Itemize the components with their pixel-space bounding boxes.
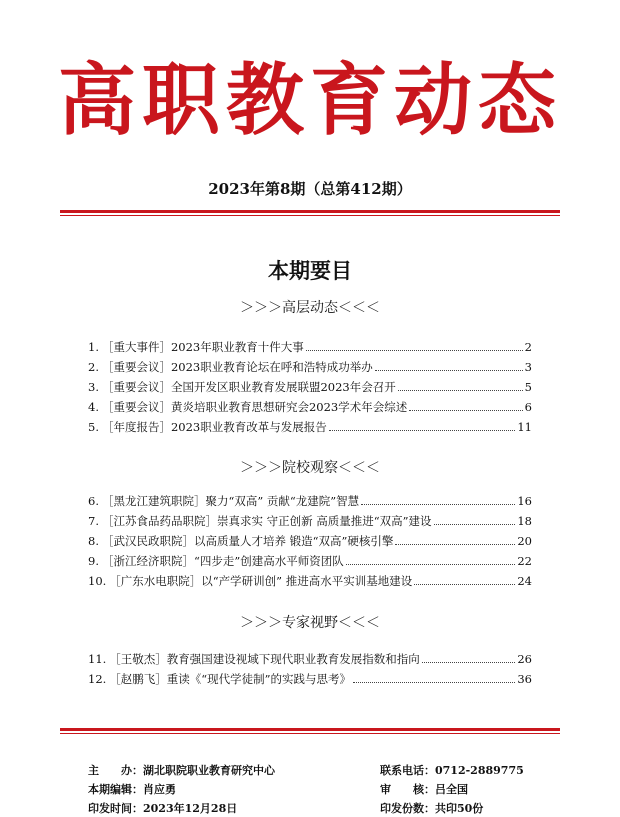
toc-leader-dots: [353, 682, 515, 683]
toc-item-title: ［浙江经济职院］“四步走”创建高水平师资团队: [101, 554, 344, 568]
toc-item[interactable]: [88, 359, 532, 379]
toc-item-number: 12.: [88, 672, 107, 686]
toc-item[interactable]: [88, 573, 532, 593]
toc-list: [88, 339, 532, 439]
toc-item-page: 3: [524, 360, 532, 374]
toc-item-number: 8.: [88, 534, 99, 548]
print-date: 印发时间：2023年12月28日: [88, 801, 238, 815]
toc-item[interactable]: [88, 651, 532, 671]
host-organization: 主 办：湖北职院职业教育研究中心: [88, 763, 275, 777]
masthead-title: 高职教育动态: [58, 56, 563, 146]
toc-item-title: ［重要会议］黄炎培职业教育思想研究会2023学术年会综述: [101, 400, 408, 414]
toc-item-title: ［年度报告］2023职业教育改革与发展报告: [101, 420, 327, 434]
toc-item-number: 5.: [88, 420, 99, 434]
toc-list: [88, 493, 532, 593]
header-rule-thin: [60, 215, 560, 216]
toc-item-number: 9.: [88, 554, 99, 568]
toc-leader-dots: [375, 370, 523, 371]
toc-item-title: ［武汉民政职院］以高质量人才培养 锻造“双高”硬核引擎: [101, 534, 394, 548]
toc-item-title: ［赵鹏飞］重读《“现代学徒制”的实践与思考》: [109, 672, 352, 686]
toc-item[interactable]: [88, 533, 532, 553]
toc-item-number: 1.: [88, 340, 99, 354]
issue-line: 2023年第8期（总第412期）: [208, 180, 412, 198]
header-rule-thick: [60, 210, 560, 213]
toc-item-page: 36: [517, 672, 532, 686]
toc-item-page: 20: [517, 534, 532, 548]
toc-item[interactable]: [88, 339, 532, 359]
toc-item-title: ［重要会议］2023职业教育论坛在呼和浩特成功举办: [101, 360, 373, 374]
toc-item-title: ［重要会议］全国开发区职业教育发展联盟2023年会召开: [101, 380, 396, 394]
toc-item-page: 6: [524, 400, 532, 414]
toc-item-number: 2.: [88, 360, 99, 374]
toc-leader-dots: [422, 662, 516, 663]
toc-item-number: 11.: [88, 652, 107, 666]
toc-item-title: ［广东水电职院］以“产学研训创” 推进高水平实训基地建设: [109, 574, 413, 588]
toc-item-title: ［重大事件］2023年职业教育十件大事: [101, 340, 304, 354]
contact-phone: 联系电话：0712-2889775: [380, 763, 524, 777]
toc-leader-dots: [414, 584, 515, 585]
toc-item-page: 16: [517, 494, 532, 508]
toc-item-page: 26: [517, 652, 532, 666]
toc-item-number: 3.: [88, 380, 99, 394]
toc-item[interactable]: [88, 513, 532, 533]
colophon: [88, 760, 548, 817]
issue-editor: 本期编辑：肖应勇: [88, 782, 176, 796]
toc-item-title: ［王敬杰］教育强国建设视域下现代职业教育发展指数和指向: [109, 652, 420, 666]
toc-item-number: 10.: [88, 574, 107, 588]
toc-item-page: 22: [517, 554, 532, 568]
toc-title: 本期要目: [268, 259, 352, 283]
toc-item-page: 2: [524, 340, 532, 354]
toc-leader-dots: [346, 564, 516, 565]
footer-rule-thick: [60, 728, 560, 731]
issue-reviewer: 审 核：吕全国: [380, 782, 468, 796]
toc-item[interactable]: [88, 553, 532, 573]
toc-item[interactable]: [88, 419, 532, 439]
toc-item-number: 7.: [88, 514, 99, 528]
toc-item[interactable]: [88, 379, 532, 399]
toc-item-page: 24: [517, 574, 532, 588]
section-heading: ＞＞＞高层动态＜＜＜: [240, 300, 380, 316]
toc-leader-dots: [409, 410, 522, 411]
toc-item-page: 5: [524, 380, 532, 394]
toc-leader-dots: [306, 350, 523, 351]
toc-leader-dots: [361, 504, 515, 505]
footer-rule-thin: [60, 733, 560, 734]
toc-leader-dots: [329, 430, 516, 431]
toc-item-number: 4.: [88, 400, 99, 414]
toc-item-title: ［黑龙江建筑职院］聚力“双高” 贡献“龙建院”智慧: [101, 494, 360, 508]
print-copies: 印发份数：共印50份: [380, 801, 484, 815]
section-heading: ＞＞＞院校观察＜＜＜: [240, 460, 380, 476]
toc-item[interactable]: [88, 493, 532, 513]
toc-item-page: 18: [517, 514, 532, 528]
toc-list: [88, 651, 532, 691]
toc-leader-dots: [395, 544, 515, 545]
toc-leader-dots: [398, 390, 523, 391]
toc-item[interactable]: [88, 399, 532, 419]
toc-item-page: 11: [517, 420, 532, 434]
section-heading: ＞＞＞专家视野＜＜＜: [240, 615, 380, 631]
toc-item[interactable]: [88, 671, 532, 691]
toc-item-title: ［江苏食品药品职院］崇真求实 守正创新 高质量推进“双高”建设: [101, 514, 432, 528]
toc-leader-dots: [434, 524, 516, 525]
toc-item-number: 6.: [88, 494, 99, 508]
